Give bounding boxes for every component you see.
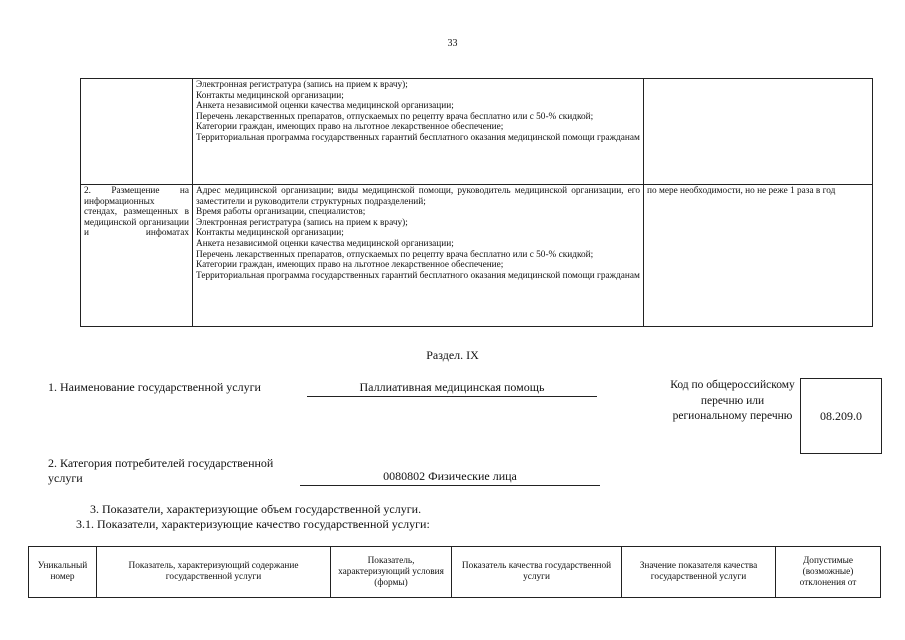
consumer-category-value: 0080802 Физические лица	[300, 469, 600, 486]
column-header: Уникальный номер	[29, 547, 97, 598]
content-line: Территориальная программа государственных гарантий бесплатного оказания медицинской помощи гражданам	[196, 270, 640, 281]
content-line: Перечень лекарственных препаратов, отпускаемых по рецепту врача бесплатно или с 50-% скидкой;	[196, 249, 594, 260]
content-line: Электронная регистратура (запись на прием к врачу);	[196, 80, 408, 90]
table-row	[81, 79, 873, 185]
content-line: Перечень лекарственных препаратов, отпускаемых по рецепту врача бесплатно или с 50-% скидкой;	[196, 111, 594, 122]
section-title: Раздел. IX	[426, 348, 479, 362]
table-cell-empty	[644, 79, 873, 185]
service-name-label: 1. Наименование государственной услуги	[48, 380, 261, 394]
content-line: Анкета независимой оценки качества медицинской организации;	[196, 238, 454, 249]
content-line: Контакты медицинской организации;	[196, 228, 344, 239]
content-line: Анкета независимой оценки качества медицинской организации;	[196, 101, 454, 112]
placement-method-cell: 2. Размещение на информационных стендах, размещенных в медицинской организации и инфоматах	[81, 185, 193, 327]
service-code-value: 08.209.0	[820, 408, 862, 423]
column-header: Показатель, характеризующий содержание государственной услуги	[97, 547, 331, 598]
content-line: Время работы организации, специалистов;	[196, 207, 366, 218]
service-code-box	[800, 378, 882, 454]
volume-indicators-heading: 3. Показатели, характеризующие объем государственной услуги.	[90, 502, 422, 516]
placement-content-cell	[193, 79, 644, 185]
service-name-value: Паллиативная медицинская помощь	[307, 380, 597, 397]
code-label: Код по общероссийскому перечню или региональному перечню	[670, 379, 795, 422]
content-line: Электронная регистратура (запись на прием к врачу);	[196, 217, 408, 228]
content-line: Контакты медицинской организации;	[196, 90, 344, 101]
quality-indicators-heading: 3.1. Показатели, характеризующие качество государственной услуги:	[76, 517, 430, 531]
update-frequency-cell: по мере необходимости, но не реже 1 раза в год	[644, 185, 873, 327]
column-header: Показатель, характеризующий условия (формы)	[331, 547, 452, 598]
column-header: Допустимые (возможные) отклонения от	[776, 547, 881, 598]
content-line: Категории граждан, имеющих право на льготное лекарственное обеспечение;	[196, 260, 504, 271]
column-header: Показатель качества государственной услуги	[452, 547, 622, 598]
content-line: Адрес медицинской организации; виды медицинской помощи, руководитель медицинской организации, его заместители и руководители структурных подразделений;	[196, 186, 640, 207]
table-row	[81, 185, 873, 327]
content-line: Территориальная программа государственных гарантий бесплатного оказания медицинской помощи гражданам	[196, 132, 640, 143]
page-number: 33	[447, 38, 458, 49]
placement-content-cell	[193, 185, 644, 327]
table-header-row	[29, 547, 881, 598]
column-header: Значение показателя качества государственной услуги	[622, 547, 776, 598]
content-line: Категории граждан, имеющих право на льготное лекарственное обеспечение;	[196, 122, 504, 133]
table-cell-empty	[81, 79, 193, 185]
info-placement-table	[80, 78, 873, 327]
consumer-category-label: 2. Категория потребителей государственной услуги	[48, 456, 274, 485]
quality-indicators-table	[28, 546, 881, 598]
